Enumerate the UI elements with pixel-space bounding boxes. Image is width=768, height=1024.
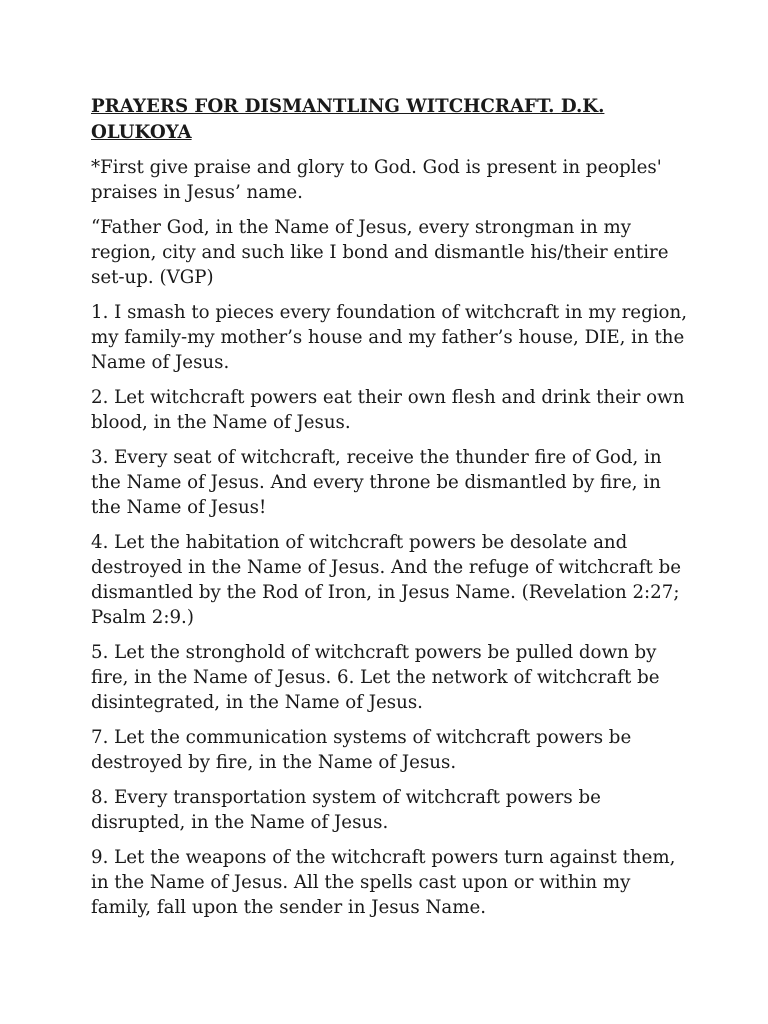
- paragraph-prayer-3: 3. Every seat of witchcraft, receive the thunder fire of God, in the Name of Jesus. And every throne be dismantled by fire, in the Name of Jesus!: [91, 447, 662, 518]
- paragraph-prayer-1: 1. I smash to pieces every foundation of witchcraft in my region, my family-my mother’s house and my father’s house, DIE, in the Name of Jesus.: [91, 302, 687, 373]
- paragraph-prayer-9: 9. Let the weapons of the witchcraft powers turn against them, in the Name of Jesus. All the spells cast upon or within my family, fall upon the sender in Jesus Name.: [91, 847, 676, 918]
- paragraph-prayer-8: 8. Every transportation system of witchcraft powers be disrupted, in the Name of Jesus.: [91, 787, 601, 833]
- document-page: [91, 94, 691, 930]
- paragraph-prayer-5-6: 5. Let the stronghold of witchcraft powers be pulled down by fire, in the Name of Jesus. 6. Let the network of witchcraft be disintegrated, in the Name of Jesus.: [91, 642, 660, 713]
- paragraph-prayer-4: 4. Let the habitation of witchcraft powers be desolate and destroyed in the Name of Jesus. And the refuge of witchcraft be dismantled by the Rod of Iron, in Jesus Name. (Revelation 2:27; Psalm 2:9.): [91, 532, 681, 628]
- paragraph-opening-prayer: “Father God, in the Name of Jesus, every strongman in my region, city and such like I bond and dismantle his/their entire set-up. (VGP): [91, 217, 669, 288]
- paragraph-prayer-2: 2. Let witchcraft powers eat their own flesh and drink their own blood, in the Name of Jesus.: [91, 387, 685, 433]
- document-title: PRAYERS FOR DISMANTLING WITCHCRAFT. D.K. OLUKOYA: [91, 96, 605, 143]
- paragraph-prayer-7: 7. Let the communication systems of witchcraft powers be destroyed by fire, in the Name of Jesus.: [91, 727, 632, 773]
- paragraph-intro: *First give praise and glory to God. God is present in peoples' praises in Jesus’ name.: [91, 157, 662, 203]
